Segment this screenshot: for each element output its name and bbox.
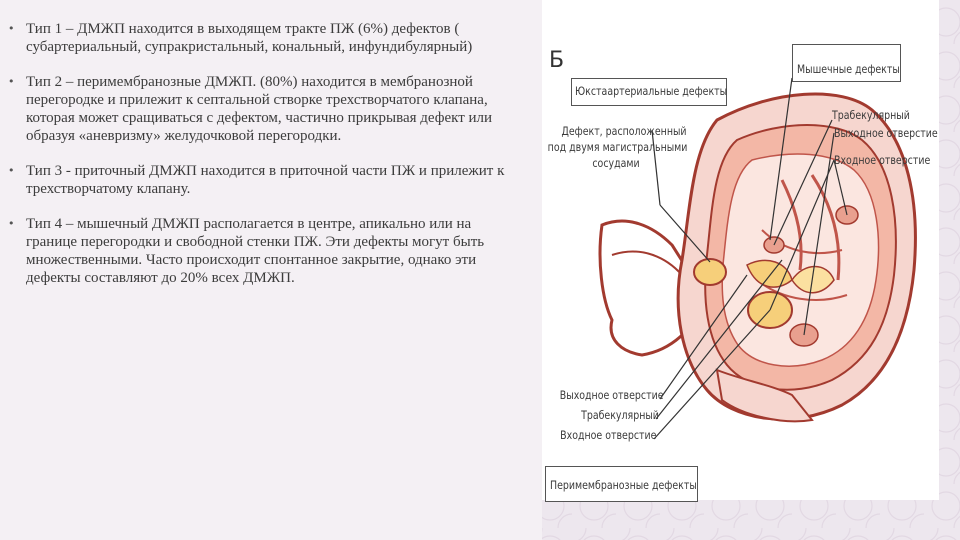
label-subarterial-2: под двумя магистральными <box>547 140 687 154</box>
label-muscular-defects: Мышечные дефекты <box>797 62 900 76</box>
panel-letter: Б <box>549 48 565 73</box>
bullet-list <box>8 20 516 304</box>
bullet-item-type-4 <box>8 215 516 287</box>
label-subarterial-3: сосудами <box>592 156 640 170</box>
label-trabecular-bottom: Трабекулярный <box>581 408 659 422</box>
bullet-item-type-1 <box>8 20 516 56</box>
bullet-item-type-2 <box>8 73 516 145</box>
label-trabecular-top: Трабекулярный <box>832 108 910 122</box>
bullet-text: Тип 2 – перимембранозные ДМЖП. (80%) находится в мембранозной перегородке и прилежит к септальной створке трехстворчатого клапана, которая может сращиваться с дефектом, частично прикрывая дефект или образуя «аневризму» желудочковой перегородки. <box>26 74 493 144</box>
label-outlet-top: Выходное отверстие <box>834 126 938 140</box>
bullet-mark: • <box>8 75 15 88</box>
label-subarterial-1: Дефект, расположенный <box>561 124 687 138</box>
label-outlet-bottom: Выходное отверстие <box>560 388 664 402</box>
bullet-mark: • <box>8 217 15 230</box>
label-juxtaarterial-defects: Юкстаартериальные дефекты <box>575 84 728 98</box>
bullet-mark: • <box>8 164 15 177</box>
bullet-text: Тип 4 – мышечный ДМЖП располагается в центре, апикально или на границе перегородки и свободной стенки ПЖ. Эти дефекты могут быть множественными. Часто происходит спонтанное закрытие, однако эти дефекты составляют до 20% всех ДМЖП. <box>26 216 485 286</box>
bullet-text: Тип 3 - приточный ДМЖП находится в приточной части ПЖ и прилежит к трехстворчатому клапану. <box>26 163 505 197</box>
bullet-item-type-3 <box>8 162 516 198</box>
bullet-mark: • <box>8 22 15 35</box>
label-inlet-bottom: Входное отверстие <box>559 428 656 442</box>
label-perimembranous-defects: Перимембранозные дефекты <box>550 478 697 492</box>
label-inlet-top: Входное отверстие <box>834 153 931 167</box>
bullet-text: Тип 1 – ДМЖП находится в выходящем тракте ПЖ (6%) дефектов ( субартериальный, супракристальный, кональный, инфундибулярный) <box>26 21 473 55</box>
